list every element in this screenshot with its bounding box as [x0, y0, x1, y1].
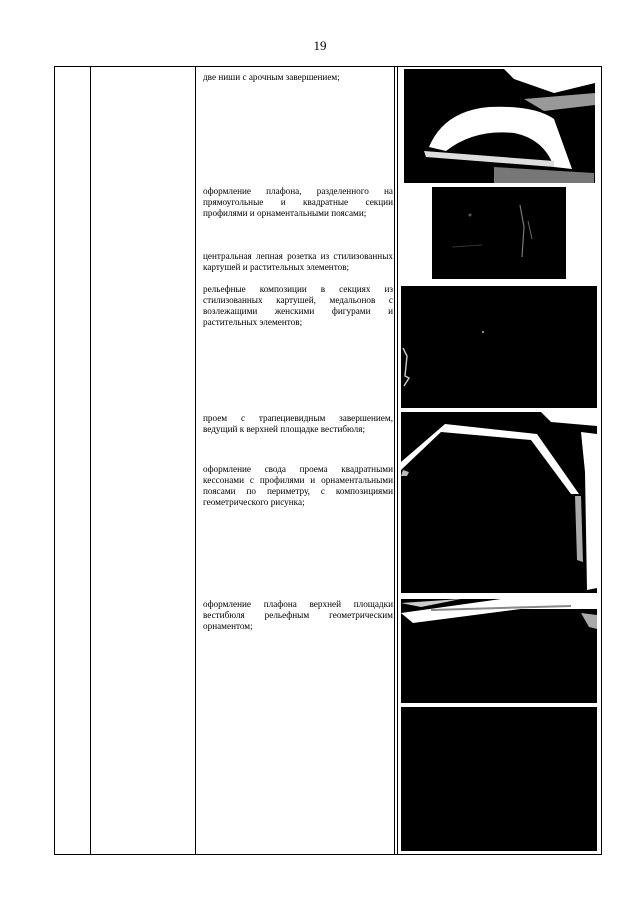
- column-divider-4: [397, 67, 398, 854]
- column-divider-2: [195, 67, 196, 854]
- photo-dark-interior: [401, 707, 597, 851]
- photo-arched-niche: [404, 69, 595, 183]
- entry-text: проем с трапециевидным завершением, ведущий к верхней площадке вестибюля;: [203, 413, 393, 434]
- monument-elements-table: [54, 66, 602, 855]
- column-divider-3: [394, 67, 395, 854]
- photo-trapezoidal-doorway: [401, 412, 597, 593]
- entry-text: две ниши с арочным завершением;: [203, 72, 340, 82]
- column-divider-1: [90, 67, 91, 854]
- entry-text: оформление плафона верхней площадки вестибюля рельефным геометрическим орнаментом;: [203, 599, 393, 631]
- entry-text: оформление плафона, разделенного на прямоугольные и квадратные секции профилями и орнаментальными поясами;: [203, 186, 393, 218]
- photo-ceiling-plafond: [432, 187, 566, 279]
- entry-text: оформление свода проема квадратными кессонами с профилями и орнаментальными поясами по периметру, с композициями геометрического рисунка;: [203, 464, 393, 507]
- photo-upper-landing-ceiling: [401, 599, 597, 703]
- page-number: 19: [313, 38, 327, 53]
- entry-text: рельефные композиции в секциях из стилизованных картушей, медальонов с возлежащими женскими фигурами и растительных элементов;: [203, 284, 393, 327]
- photo-relief-compositions: [401, 286, 597, 408]
- entry-text: центральная лепная розетка из стилизованных картушей и растительных элементов;: [203, 251, 393, 272]
